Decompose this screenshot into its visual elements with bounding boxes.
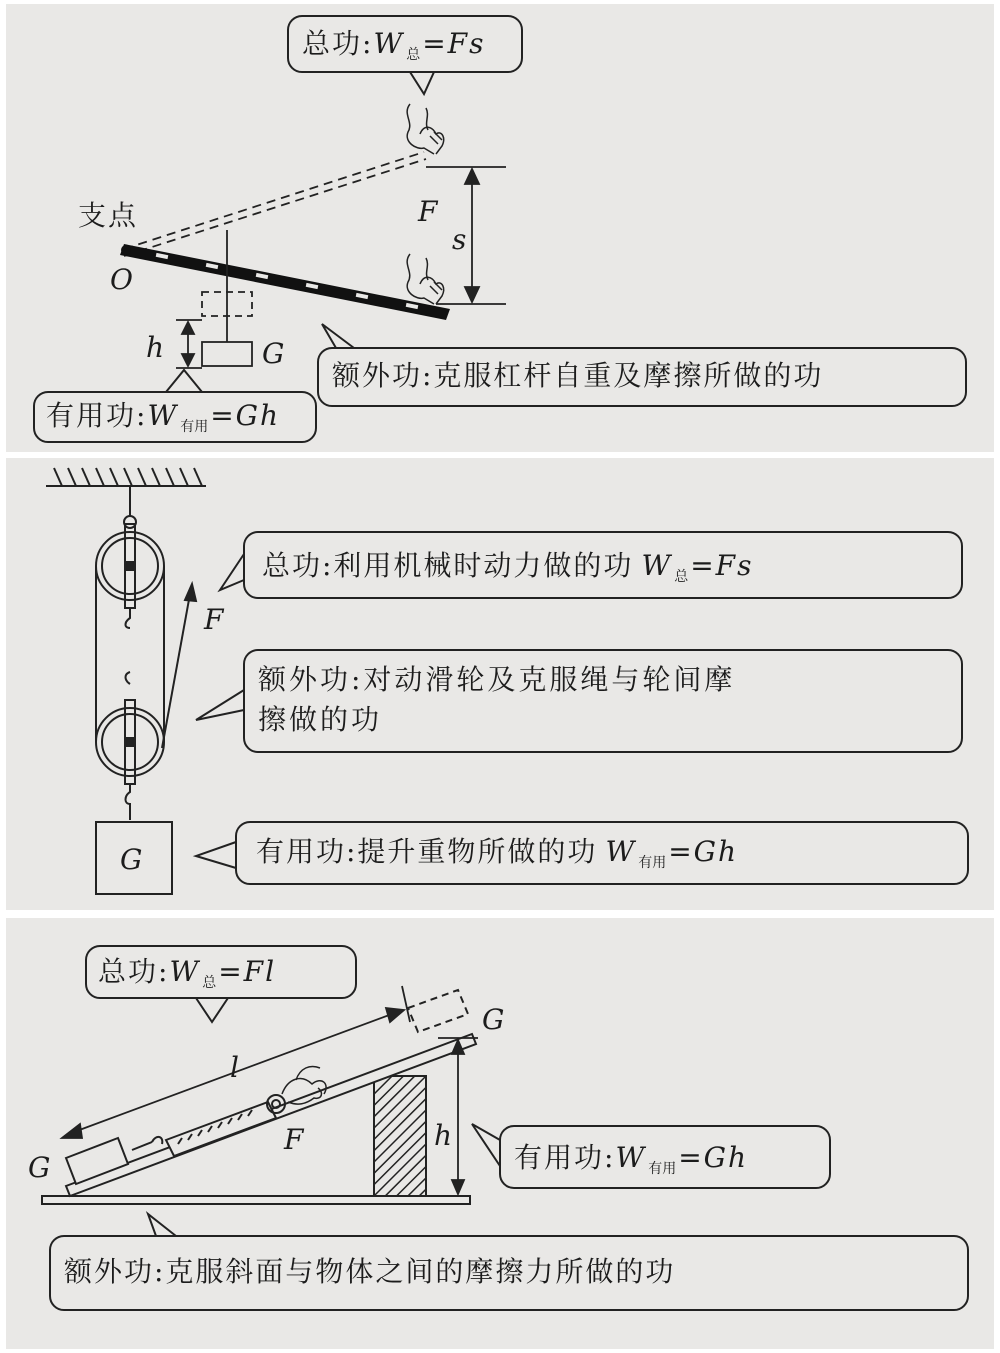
useful-work-callout-tail: [196, 842, 236, 868]
fixed-pulley: [96, 486, 164, 628]
total-work-equation: =Fl: [218, 955, 277, 988]
extra-work-callout-tail: [322, 324, 354, 348]
useful-work-w: W: [605, 835, 637, 868]
support-block: [374, 1076, 426, 1196]
useful-work-prefix: 有用功:: [46, 399, 148, 432]
total-work-callout-tail: [220, 554, 244, 590]
total-work-formula: [98, 955, 277, 991]
useful-work-w: W: [147, 399, 179, 432]
useful-work-subscript: 有用: [180, 419, 209, 435]
height-h-arrow: [176, 320, 202, 368]
useful-work-subscript: 有用: [638, 855, 667, 871]
force-f-label: F: [204, 603, 226, 636]
ceiling: [46, 468, 206, 486]
useful-work-prefix: 有用功:提升重物所做的功: [256, 835, 598, 868]
useful-work-equation: =Gh: [678, 1141, 749, 1174]
height-h-label: h: [434, 1119, 455, 1152]
total-work-formula: [302, 27, 486, 63]
useful-work-prefix: 有用功:: [514, 1141, 616, 1174]
length-l-label: l: [230, 1051, 241, 1084]
weight-block: [202, 342, 252, 366]
extra-work-callout-tail: [196, 690, 244, 720]
incline-panel: [6, 918, 994, 1349]
total-work-prefix: 总功:利用机械时动力做的功: [262, 549, 634, 582]
extra-work-text: 额外功:克服杠杆自重及摩擦所做的功: [332, 359, 824, 392]
total-work-callout-tail: [196, 998, 228, 1022]
hand-icon-lower: [407, 254, 443, 304]
height-h-arrow: [438, 1038, 478, 1194]
useful-work-equation: =Gh: [668, 835, 739, 868]
extra-work-text: [258, 660, 948, 740]
useful-work-formula: [514, 1141, 749, 1177]
spring-scale: [132, 1095, 285, 1156]
total-work-subscript: 总: [674, 569, 689, 585]
fulcrum-label: 支点: [78, 199, 139, 232]
extra-work-text: 额外功:克服斜面与物体之间的摩擦力所做的功: [64, 1255, 676, 1288]
total-work-subscript: 总: [202, 975, 217, 991]
extra-work-line-2: 擦做的功: [258, 703, 383, 736]
useful-work-subscript: 有用: [648, 1161, 677, 1177]
force-f-label: F: [418, 195, 440, 228]
lever-bar: [120, 244, 450, 320]
useful-work-callout-tail: [472, 1124, 500, 1166]
total-work-prefix: 总功:: [302, 27, 374, 60]
total-work-prefix: 总功:: [98, 955, 170, 988]
force-f-label: F: [284, 1123, 306, 1156]
total-work-w: W: [373, 27, 405, 60]
ground: [42, 1196, 470, 1204]
weight-g-top-label: G: [482, 1003, 507, 1036]
useful-work-equation: =Gh: [210, 399, 281, 432]
hand-icon-upper: [407, 104, 443, 154]
useful-work-formula: [256, 835, 739, 871]
extra-work-line-1: 额外功:对动滑轮及克服绳与轮间摩: [258, 663, 736, 696]
total-work-w: W: [169, 955, 201, 988]
total-work-formula: [262, 549, 754, 585]
box-top-dashed: [408, 990, 468, 1032]
origin-o-label: O: [110, 263, 135, 296]
weight-g-label: G: [120, 843, 145, 876]
fulcrum-point: [121, 245, 131, 255]
lever-panel: [6, 4, 994, 452]
useful-work-formula: [46, 399, 281, 435]
total-work-equation: =Fs: [422, 27, 486, 60]
pulley-panel: [6, 458, 994, 910]
lever-initial-position: [124, 152, 426, 256]
height-h-label: h: [146, 331, 167, 364]
distance-s-label: s: [452, 223, 469, 256]
total-work-callout-tail: [410, 72, 434, 94]
movable-pulley: [96, 672, 164, 820]
useful-work-callout-tail: [166, 370, 202, 392]
weight-g-bottom-label: G: [28, 1151, 53, 1184]
total-work-w: W: [641, 549, 673, 582]
useful-work-w: W: [615, 1141, 647, 1174]
total-work-equation: =Fs: [690, 549, 754, 582]
extra-work-callout-tail: [148, 1214, 176, 1236]
total-work-subscript: 总: [406, 47, 421, 63]
weight-g-label: G: [262, 337, 287, 370]
